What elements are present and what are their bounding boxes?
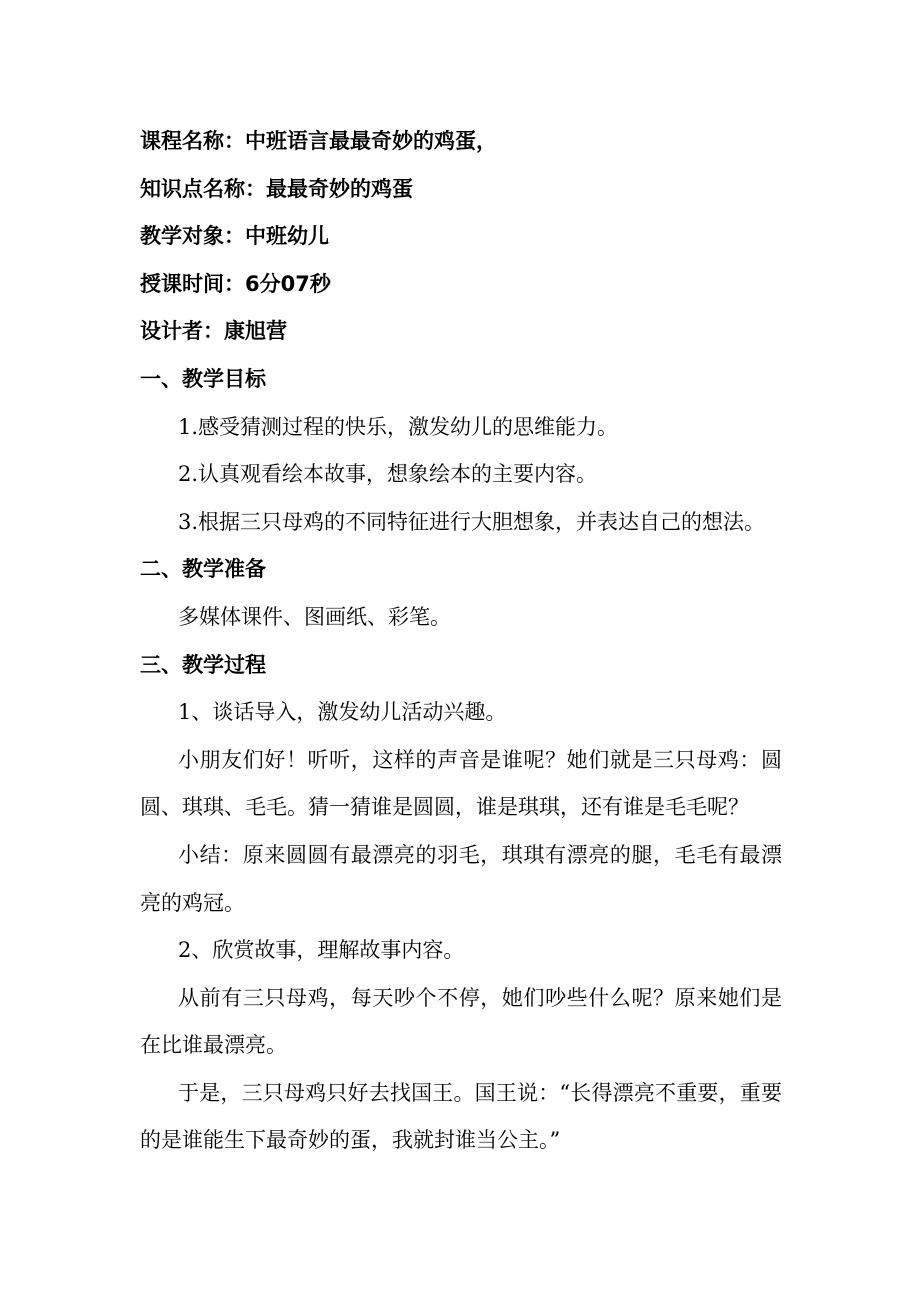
goal-item-3: 3.根据三只母鸡的不同特征进行大胆想象，并表达自己的想法。: [178, 509, 766, 534]
process-step2-title: 2、欣赏故事，理解故事内容。: [178, 938, 465, 963]
process-step2-paragraph-1: 从前有三只母鸡，每天吵个不停，她们吵些什么呢？原来她们是在比谁最漂亮。: [140, 985, 782, 1058]
process-step1-title: 1、谈话导入，激发幼儿活动兴趣。: [178, 700, 507, 725]
course-name: 课程名称：中班语言最最奇妙的鸡蛋，: [140, 129, 497, 153]
process-step2-paragraph-2: 于是，三只母鸡只好去找国王。国王说：“长得漂亮不重要，重要的是谁能生下最奇妙的蛋，我就封谁当公主。”: [140, 1080, 782, 1153]
goal-item-2: 2.认真观看绘本故事，想象绘本的主要内容。: [178, 462, 598, 487]
document-body: [140, 118, 782, 1165]
duration: 授课时间：6分07秒: [140, 271, 331, 296]
knowledge-point: 知识点名称：最最奇妙的鸡蛋: [140, 176, 413, 201]
process-step1-paragraph: 小朋友们好！听听，这样的声音是谁呢？她们就是三只母鸡：圆圆、琪琪、毛毛。猜一猜谁是圆圆，谁是琪琪，还有谁是毛毛呢？: [140, 747, 782, 820]
section-heading-goals: 一、教学目标: [140, 366, 266, 391]
goal-item-1: 1.感受猜测过程的快乐，激发幼儿的思维能力。: [178, 414, 619, 439]
section-heading-process: 三、教学过程: [140, 652, 266, 677]
process-step1-summary: 小结：原来圆圆有最漂亮的羽毛，琪琪有漂亮的腿，毛毛有最漂亮的鸡冠。: [140, 842, 782, 915]
target-audience: 教学对象：中班幼儿: [140, 224, 329, 249]
preparation-text: 多媒体课件、图画纸、彩笔。: [178, 604, 451, 629]
designer: 设计者：康旭营: [140, 319, 287, 344]
section-heading-preparation: 二、教学准备: [140, 557, 266, 582]
